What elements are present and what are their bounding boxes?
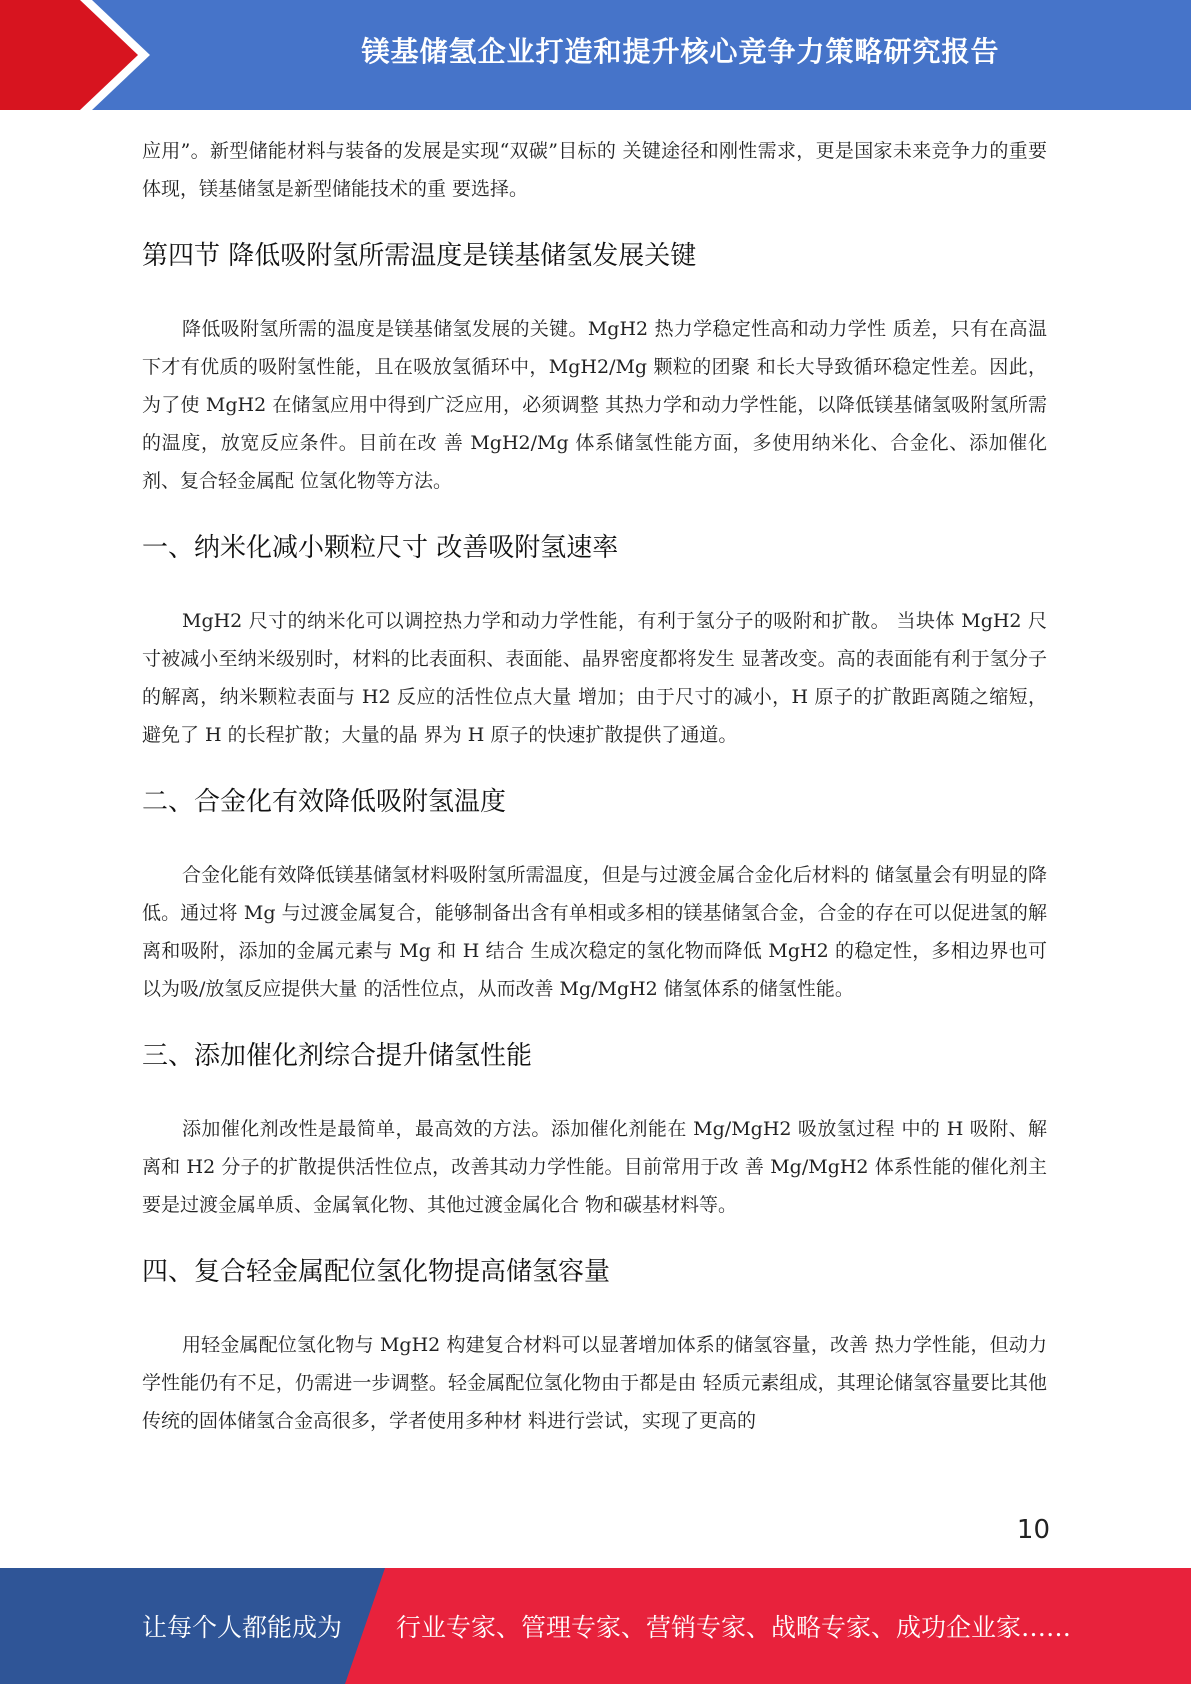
subsection-paragraph-alloy: 合金化能有效降低镁基储氢材料吸附氢所需温度，但是与过渡金属合金化后材料的 储氢量会有明显的降低。通过将 Mg 与过渡金属复合，能够制备出含有单相或多相的镁基储氢合金，合金的存在可以促进氢的解离和吸附，添加的金属元素与 Mg 和 H 结合 生成次稳定的氢化物而降低 MgH2 的稳定性，多相边界也可以为吸/放氢反应提供大量 的活性位点，从而改善 Mg/MgH2 储氢体系的储氢性能。 <box>142 864 1047 1000</box>
page-number: 10 <box>1016 1515 1050 1545</box>
section-paragraph: 降低吸附氢所需的温度是镁基储氢发展的关键。MgH2 热力学稳定性高和动力学性 质差，只有在高温下才有优质的吸附氢性能，且在吸放氢循环中，MgH2/Mg 颗粒的团聚 和长大导致循环稳定性差。因此，为了使 MgH2 在储氢应用中得到广泛应用，必须调整 其热力学和动力学性能，以降低镁基储氢吸附氢所需的温度，放宽反应条件。目前在改 善 MgH2/Mg 体系储氢性能方面，多使用纳米化、合金化、添加催化剂、复合轻金属配 位氢化物等方法。 <box>142 318 1047 492</box>
page-header <box>0 0 1191 110</box>
report-title: 镁基储氢企业打造和提升核心竞争力策略研究报告 <box>361 35 1000 68</box>
page-footer <box>0 1568 1191 1684</box>
subsection-heading-catalyst: 三、添加催化剂综合提升储氢性能 <box>142 1041 533 1071</box>
subsection-paragraph-nano: MgH2 尺寸的纳米化可以调控热力学和动力学性能，有利于氢分子的吸附和扩散。 当块体 MgH2 尺寸被减小至纳米级别时，材料的比表面积、表面能、晶界密度都将发生 显著改变。高的表面能有利于氢分子的解离，纳米颗粒表面与 H2 反应的活性位点大量 增加；由于尺寸的减小，H 原子的扩散距离随之缩短，避免了 H 的长程扩散；大量的晶 界为 H 原子的快速扩散提供了通道。 <box>142 610 1047 746</box>
subsection-heading-hydride: 四、复合轻金属配位氢化物提高储氢容量 <box>142 1257 611 1287</box>
footer-slogan-left: 让每个人都能成为 <box>142 1613 343 1642</box>
footer-slogan-right: 行业专家、管理专家、营销专家、战略专家、成功企业家…… <box>396 1613 1072 1642</box>
intro-paragraph: 应用”。新型储能材料与装备的发展是实现“双碳”目标的 关键途径和刚性需求，更是国家未来竞争力的重要体现，镁基储氢是新型储能技术的重 要选择。 <box>142 140 1047 200</box>
subsection-heading-alloy: 二、合金化有效降低吸附氢温度 <box>142 787 507 817</box>
page-content <box>142 132 1047 1440</box>
subsection-heading-nano: 一、纳米化减小颗粒尺寸 改善吸附氢速率 <box>142 533 619 563</box>
subsection-paragraph-catalyst: 添加催化剂改性是最简单，最高效的方法。添加催化剂能在 Mg/MgH2 吸放氢过程 中的 H 吸附、解离和 H2 分子的扩散提供活性位点，改善其动力学性能。目前常用于改 善 Mg/MgH2 体系性能的催化剂主要是过渡金属单质、金属氧化物、其他过渡金属化合 物和碳基材料等。 <box>142 1118 1047 1216</box>
subsection-paragraph-hydride: 用轻金属配位氢化物与 MgH2 构建复合材料可以显著增加体系的储氢容量，改善 热力学性能，但动力学性能仍有不足，仍需进一步调整。轻金属配位氢化物由于都是由 轻质元素组成，其理论储氢容量要比其他传统的固体储氢合金高很多，学者使用多种材 料进行尝试，实现了更高的 <box>142 1334 1047 1432</box>
section-heading: 第四节 降低吸附氢所需温度是镁基储氢发展关键 <box>142 241 697 271</box>
